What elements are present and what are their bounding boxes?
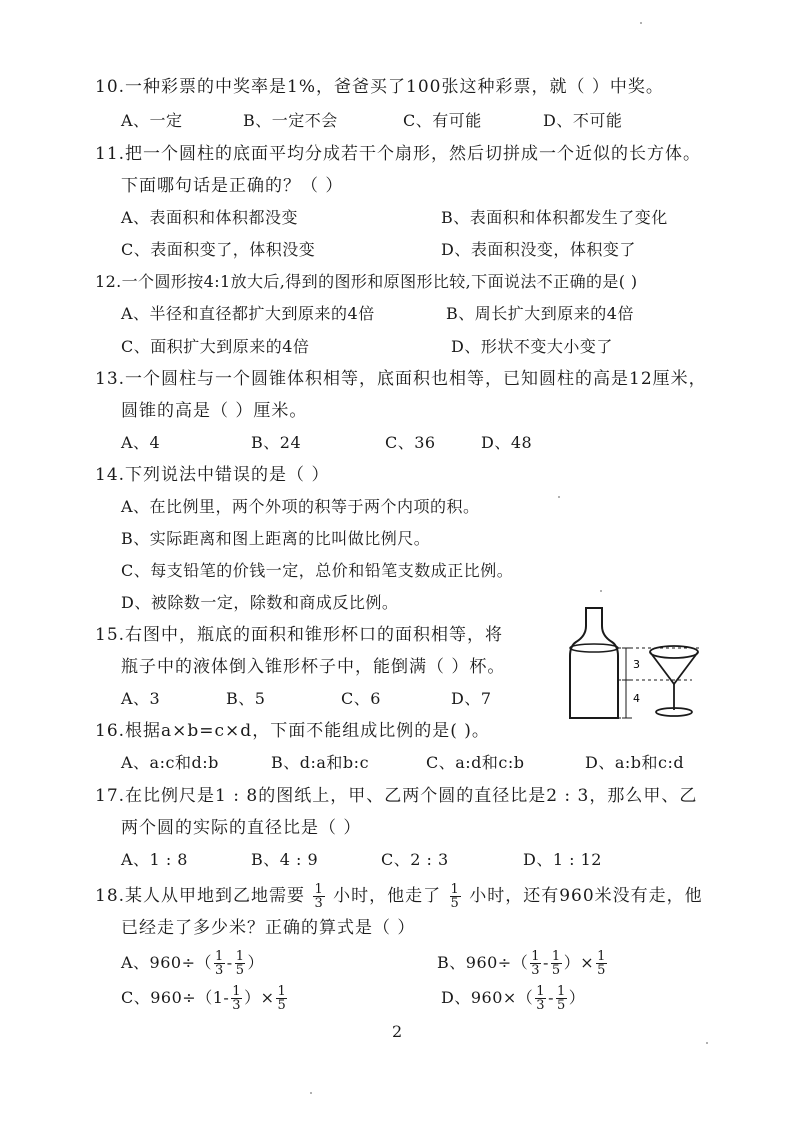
numerator: 1: [536, 984, 546, 999]
fraction-one-fifth: [551, 950, 562, 977]
q12-option-c: C、面积扩大到原来的4倍: [121, 337, 310, 356]
denominator: 3: [232, 998, 242, 1013]
q12-stem: 12.一个圆形按4:1放大后,得到的图形和原图形比较,下面说法不正确的是( ): [95, 272, 638, 291]
q11-stem-line2: 下面哪句话是正确的？（ ）: [121, 176, 344, 196]
numerator: 1: [531, 949, 540, 964]
q18-a-prefix: A、960÷（: [121, 953, 213, 972]
q12-option-b: B、周长扩大到原来的4倍: [446, 304, 634, 323]
q17-option-b: B、4 : 9: [251, 850, 319, 869]
q17-stem-line2: 两个圆的实际的直径比是（ ）: [121, 818, 362, 838]
q18-b-prefix: B、960÷（: [437, 953, 529, 972]
denominator: 3: [531, 963, 540, 978]
numerator: 1: [450, 882, 460, 897]
bottle-liquid-level: [570, 644, 618, 652]
numerator: 1: [232, 984, 242, 999]
q17-option-d: D、1 : 12: [523, 850, 602, 869]
denominator: 5: [556, 998, 566, 1013]
denominator: 5: [450, 896, 460, 911]
q10-option-a: A、一定: [121, 111, 183, 130]
q14-stem: 14.下列说法中错误的是（ ）: [95, 465, 330, 485]
q13-option-b: B、24: [251, 433, 302, 452]
denominator: 3: [536, 998, 546, 1013]
scan-speck: [558, 496, 560, 498]
scan-speck: [310, 1092, 312, 1094]
denominator: 5: [551, 963, 561, 978]
q18-stem-part1: 18.某人从甲地到乙地需要: [95, 886, 306, 906]
q13-option-a: A、4: [121, 433, 161, 452]
q10-option-b: B、一定不会: [243, 111, 338, 130]
bottle-outline: [570, 608, 618, 718]
q11-option-b: B、表面积和体积都发生了变化: [441, 208, 668, 227]
q18-d-suffix: ）: [568, 988, 586, 1007]
q12-option-a: A、半径和直径都扩大到原来的4倍: [121, 304, 375, 323]
q15-stem-line2: 瓶子中的液体倒入锥形杯子中，能倒满（ ）杯。: [121, 657, 506, 677]
fraction-one-fifth: [596, 950, 607, 977]
scan-speck: [640, 22, 642, 24]
minus-sign: -: [543, 953, 549, 972]
scan-speck: [706, 1042, 708, 1044]
q18-option-b: [437, 950, 609, 977]
q18-stem-line2: 已经走了多少米？正确的算式是（ ）: [121, 918, 416, 938]
fraction-one-third: [535, 985, 546, 1012]
q11-stem-line1: 11.把一个圆柱的底面平均分成若干个扇形，然后切拼成一个近似的长方体。: [95, 144, 702, 164]
denominator: 5: [597, 963, 606, 978]
fraction-one-third: [231, 985, 242, 1012]
q14-option-c: C、每支铅笔的价钱一定，总价和铅笔支数成正比例。: [121, 561, 514, 580]
q13-option-d: D、48: [481, 433, 533, 452]
q18-stem-part2: 小时，他走了: [333, 886, 442, 906]
q10-stem: 10.一种彩票的中奖率是1%，爸爸买了100张这种彩票，就（ ）中奖。: [95, 77, 664, 97]
q12-option-d: D、形状不变大小变了: [451, 337, 613, 356]
q14-option-a: A、在比例里，两个外项的积等于两个内项的积。: [121, 497, 480, 516]
minus-sign: -: [226, 953, 233, 972]
numerator: 1: [314, 882, 324, 897]
numerator: 1: [556, 984, 566, 999]
fraction-one-fifth: [450, 883, 461, 910]
dimension-label-4: 4: [633, 692, 640, 705]
fraction-one-third: [214, 950, 225, 977]
q13-stem-line2: 圆锥的高是（ ）厘米。: [121, 401, 308, 421]
q18-d-prefix: D、960×（: [441, 988, 534, 1007]
q18-b-mid: ）×: [563, 953, 595, 972]
q16-option-b: B、d:a和b:c: [271, 753, 370, 772]
q15-option-c: C、6: [341, 689, 381, 708]
q16-option-c: C、a:d和c:b: [426, 753, 525, 772]
minus-sign: -: [548, 988, 554, 1007]
fraction-one-fifth: [276, 985, 287, 1012]
page-number: 2: [392, 1022, 403, 1041]
q18-option-c: [121, 985, 289, 1012]
q15-stem-line1: 15.右图中，瓶底的面积和锥形杯口的面积相等，将: [95, 625, 504, 645]
q16-option-a: A、a:c和d:b: [121, 753, 219, 772]
bottle-and-cone-glass-drawing: [562, 604, 742, 724]
q18-stem-line1: [95, 883, 703, 910]
q14-option-d: D、被除数一定，除数和商成反比例。: [121, 593, 399, 612]
numerator: 1: [215, 949, 224, 964]
denominator: 5: [235, 963, 245, 978]
q16-stem: 16.根据a×b=c×d，下面不能组成比例的是( )。: [95, 721, 490, 741]
q18-option-a: [121, 950, 264, 977]
denominator: 5: [277, 998, 287, 1013]
q15-option-a: A、3: [121, 689, 161, 708]
q14-option-b: B、实际距离和图上距离的比叫做比例尺。: [121, 529, 431, 548]
q11-option-a: A、表面积和体积都没变: [121, 208, 299, 227]
q16-option-d: D、a:b和c:d: [585, 753, 685, 772]
dimension-label-3: 3: [633, 658, 640, 671]
fraction-one-fifth: [556, 985, 567, 1012]
q10-option-d: D、不可能: [543, 111, 623, 130]
numerator: 1: [551, 949, 561, 964]
fraction-one-fifth: [235, 950, 246, 977]
denominator: 3: [314, 896, 324, 911]
q11-option-d: D、表面积没变，体积变了: [441, 240, 636, 259]
q18-c-prefix: C、960÷（1-: [121, 988, 230, 1007]
numerator: 1: [597, 949, 606, 964]
q18-c-mid: ）×: [244, 988, 275, 1007]
q15-option-d: D、7: [451, 689, 492, 708]
q15-option-b: B、5: [226, 689, 266, 708]
fraction-one-third: [313, 883, 324, 910]
q17-option-a: A、1 : 8: [121, 850, 188, 869]
q18-a-suffix: ）: [247, 953, 264, 972]
q11-option-c: C、表面积变了，体积没变: [121, 240, 316, 259]
q10-option-c: C、有可能: [403, 111, 482, 130]
q13-option-c: C、36: [385, 433, 436, 452]
numerator: 1: [277, 984, 287, 999]
scan-speck: [600, 590, 602, 592]
numerator: 1: [235, 949, 245, 964]
q17-stem-line1: 17.在比例尺是1 : 8的图纸上，甲、乙两个圆的直径比是2 : 3，那么甲、乙: [95, 786, 698, 806]
fraction-one-third: [530, 950, 541, 977]
q18-option-d: [441, 985, 585, 1012]
q18-stem-part3: 小时，还有960米没有走，他: [469, 886, 703, 906]
denominator: 3: [215, 963, 224, 978]
bottle-and-cone-glass-figure: [562, 604, 742, 724]
q17-option-c: C、2 : 3: [381, 850, 449, 869]
q13-stem-line1: 13.一个圆柱与一个圆锥体积相等，底面积也相等，已知圆柱的高是12厘米，: [95, 369, 707, 389]
